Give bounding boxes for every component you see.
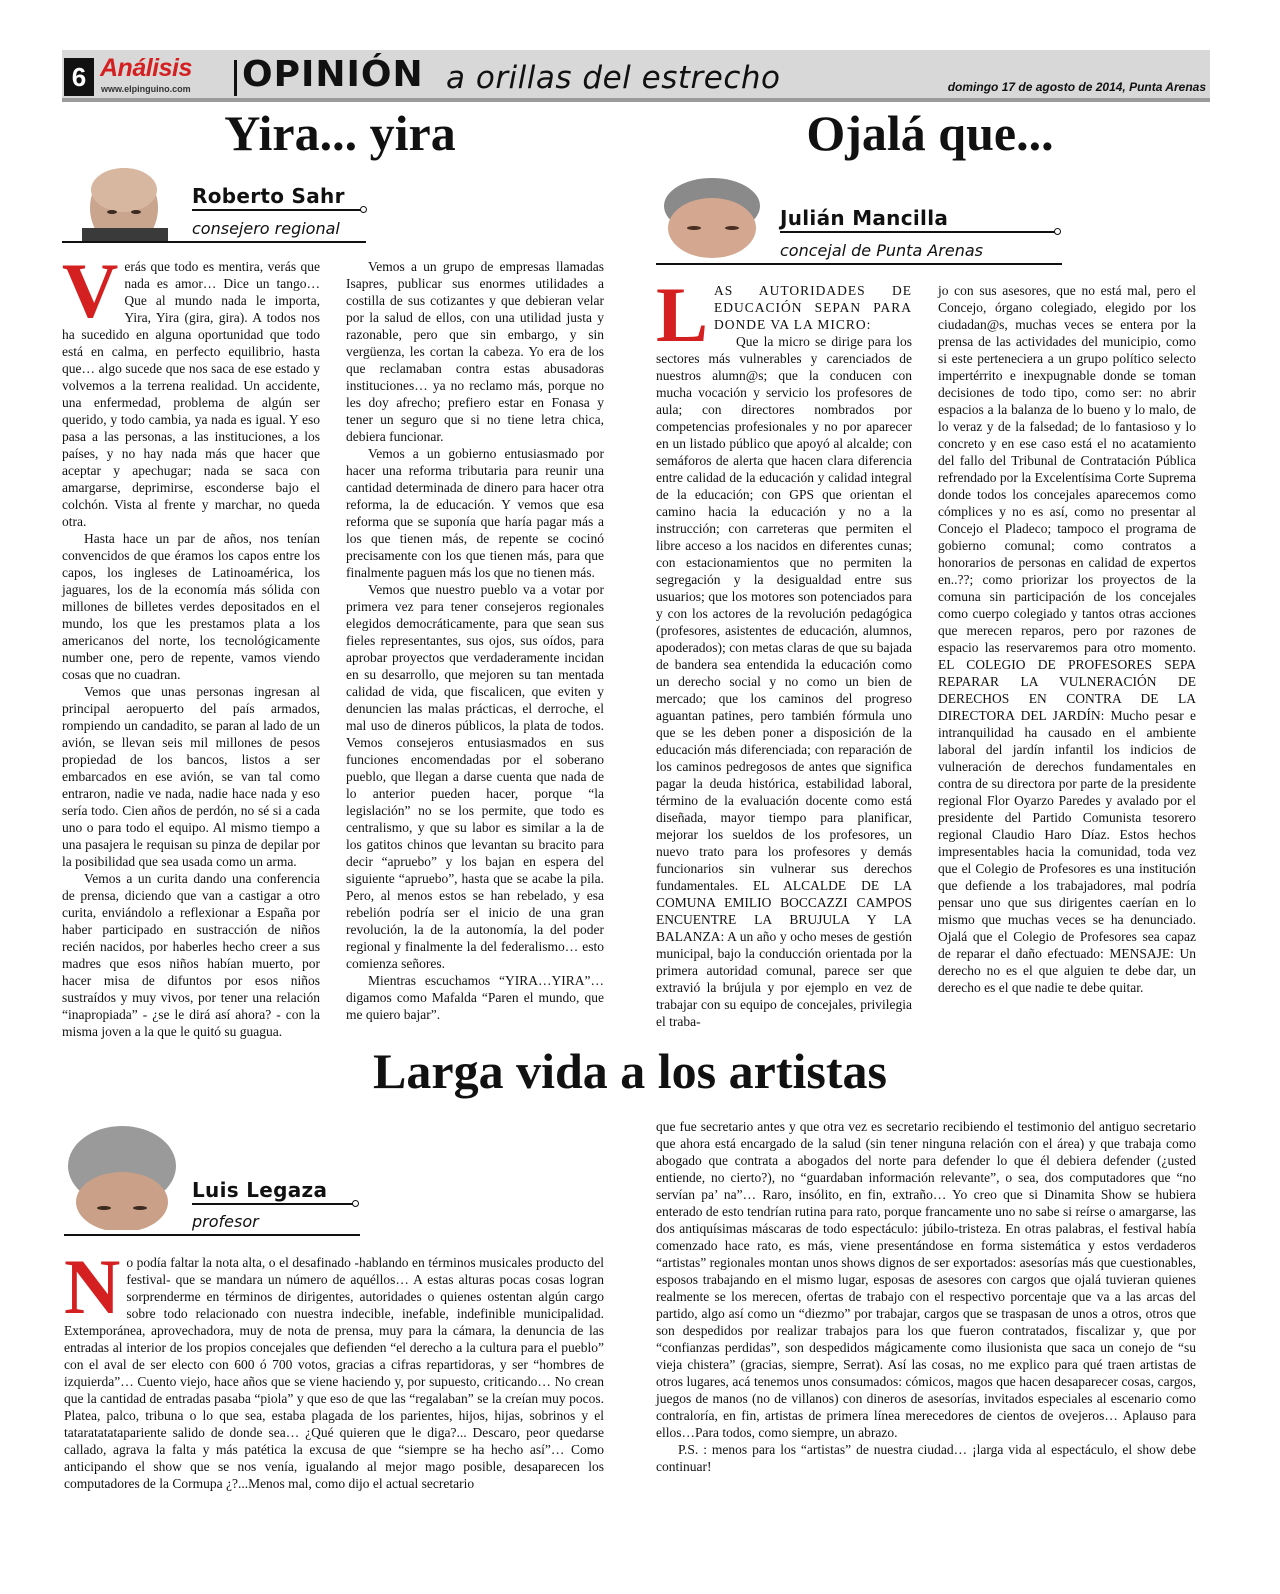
author-bottom-rule [62,241,366,243]
article-column [938,282,1196,996]
author-bottom-rule [64,1234,360,1236]
paragraph: Que la micro se dirige para los sectores más vulnerables y carenciados de nuestros alumn@s; que la conducen con mucha vocación y servicio los profesores de aula; con directores nombrados por competencias profesionales y no por aparecer en un listado público que apoyó al alcalde; con semáforos de alerta que hacen clara diferencia entre calidad de la educación y calidad integral de la educación; con GPS que orientan el camino hacia la educación y no a la instrucción; con carreteras que permiten el libre acceso a los nacidos en diferentes cunas; con estacionamientos que no permiten la segregación y la desigualdad entre sus usuarios; que los motores son potenciados para y con los actores de la revolución pedagógica (profesores, asistentes de educación, alumnos, apoderados); con metas claras de que su bajada de bandera sea entendida la educación como un derecho social y no como un bien de mercado; que los caminos del progreso aguantan patines, pero también fórmula uno que se les deben poner a disposición de la educación más diferenciada; con reparación de los caminos pedregosos de antes que significa pagar la deuda histórica, estabilidad laboral, término de la evaluación docente como está diseñada, mayor tiempo para planificar, mejorar los sueldos de los profesores, un nuevo trato para los profesores y demás funcionarios sin vulnerar sus derechos fundamentales. EL ALCALDE DE LA COMUNA EMILIO BOCCAZZI CAMPOS ENCUENTRE LA BRUJULA Y LA BALANZA: A un año y ocho meses de gestión municipal, bajo la conducción orientada por la primera autoridad comunal, parece ser que extravió la brújula y por ejemplo en vez de trabajar con su equipo de concejales, privilegia el traba- [656,334,912,1029]
issue-date: domingo 17 de agosto de 2014, Punta Arenas [947,80,1206,94]
paragraph: erás que todo es mentira, verás que nada es amor… Dice un tango… Que al mundo nada le importa, Yira, Yira (gira, gira). A todos nos ha sucedido en alguna oportunidad que todo está en calma, en perfecto equilibrio, hasta que… algo sucede que nos saca de ese estado y volvemos a la terrena realidad. Un accidente, una enfermedad, problema de algún ser querido, y todo cambia, ya nada es igual. Y eso pasa a las personas, a las instituciones, a los países, y no hay nada más que hacer que aceptar y apechugar; nada se saca con amargarse, deprimirse, esconderse bajo el colchón. Vista al frente y marchar, no queda otra. [62,259,320,529]
rule-dot [352,1200,359,1207]
lead-heading: AS AUTORIDADES DE EDUCACIÓN SEPAN PARA DONDE VA LA MICRO: [714,283,912,332]
author-name: Roberto Sahr [192,184,345,208]
author-rule [192,1203,356,1205]
author-rule [192,209,364,211]
paragraph: Hasta hace un par de años, nos tenían convencidos de que éramos los capos entre los capos, los ingleses de Latinoamérica, los jaguares, los de la economía más sólida con millones de billetes verdes depositados en el mundo, los que les prestamos plata a los americanos del norte, los tecnológicamente number one, pero de repente, vamos viendo cosas que no cuadran. [62,531,320,682]
rule-dot [1054,228,1061,235]
paragraph: Vemos que nuestro pueblo va a votar por primera vez para tener consejeros regionales elegidos democráticamente, para que sean sus fieles representantes, sus ojos, sus oídos, para aprobar proyectos que verdaderamente incidan en su desarrollo, que mejoren su tan mentada calidad de vida, que fiscalicen, que eviten y denuncien las malas prácticas, el derroche, el mal uso de dineros públicos, la plata de todos. Vemos consejeros entusiasmados en sus funciones encomendadas por el soberano pueblo, que llegan a darse cuenta que nada de lo anterior pueden hacer, porque “la legislación” no se los permite, que todo es centralismo, y que su labor es similar a la de los gatitos chinos que levantan su bracito para decir “apruebo” y los bajan en espera del siguiente “apruebo”, hasta que se acabe la pila. Pero, al menos estos se han rebelado, y esa rebelión podría ser el inicio de una gran revolución, la de la autonomía, la del poder regional y finalmente la del federalismo… esto comienza señores. [346,582,604,971]
author-name: Luis Legaza [192,1178,328,1202]
author-role: profesor [192,1212,259,1231]
paragraph: Mientras escuchamos “YIRA…YIRA”… digamos como Mafalda “Paren el mundo, que me quiero bajar”. [346,973,604,1022]
header-rule [62,98,1210,102]
author-bottom-rule [656,263,1062,265]
paragraph: o podía faltar la nota alta, o el desafinado -hablando en términos musicales producto del festival- que se mandara un número de aquéllos… A estas alturas pocas cosas logran sorprenderme en términos de dirigentes, autoridades o quienes ostentan algún cargo sobre todo relacionado con nuestra indecible, inefable, indefinible municipalidad. Extemporánea, aprovechadora, muy de nota de prensa, muy para la cámara, la denuncia de las entradas al interior de los propios concejales que defienden “el derecho a la cultura para el pueblo” con el aval de ser electo con 600 ó 700 votos, gracias a cifras repartidoras, y ser “hombres de izquierda”… Cuento viejo, hace años que se viene haciendo y, por supuesto, criticando… No crean que la cantidad de entradas pasaba “piola” y que eso de que las “regalaban” se la creían muy pocos. Platea, palco, tribuna o lo que sea, estaba plagada de los parientes, hijos, hijas, sobrinos y el tataratatatapariente salido de donde sea… ¿Qué quieren que le diga?... Descaro, peor quedarse callado, agrava la falta y más patética la excusa de que “siempre se ha hecho así”… Como anticipando el show que se nos venía, igualando al mejor mago posible, desaparecen los computadores de la Cormupa ¿?...Menos mal, como dijo el actual secretario [64,1255,604,1491]
drop-cap: V [62,247,119,334]
article-column [656,1118,1196,1475]
article-column [656,271,912,1030]
paragraph: Vemos a un curita dando una conferencia de prensa, diciendo que van a castigar a otro curita, enviándolo a reflexionar a España por haber participado en sustracción de niños recién nacidos, por haberles hecho creer a sus madres que esos niños habían muerto, por hacer misa de difuntos por esos niños sustraídos y muy vivos, por tener una relación “inapropiada” - ¿se le dirá así ahora? - con la misma joven a la que le quitó su guagua. [62,871,320,1039]
paragraph: jo con sus asesores, que no está mal, pero el Concejo, órgano colegiado, elegido por los ciudadan@s, muchas veces se entera por la prensa de las actividades del municipio, como si este perteneciera a un grupo político selecto impertérrito e inexpugnable donde se toman decisiones de todo tipo, como ser: no abrir espacios a la balanza de lo bueno y lo malo, de lo veraz y de la falsedad; de lo fantasioso y lo concreto y en ese caso está el no acatamiento del fallo del Tribunal de Contratación Pública refrendado por la Excelentísima Corte Suprema donde todos los concejales aparecemos como cómplices y no es así, como no presentar al Concejo el Pladeco; tampoco el programa de gobierno comunal; como contratos a honorarios de personas en calidad de expertos en..??; como priorizar los proyectos de la comuna sin participación de los concejales como cuerpo colegiado y tantos otras acciones que merecen reparos, pero por razones de espacio las reservaremos para otro momento. EL COLEGIO DE PROFESORES SEPA REPARAR LA VULNERACIÓN DE DERECHOS EN CONTRA DE LA DIRECTORA DEL JARDÍN: Mucho pesar e intranquilidad ha causado en el ambiente laboral del jardín infantil los indicios de vulneración de derechos fundamentales en contra de su directora por parte de la presidente regional Flor Oyarzo Paredes y avalado por el presidente del Partido Comunista tesorero regional Claudio Haro Díaz. Estos hechos impresentables hacia la comunidad, toda vez que el Colegio de Profesores es una institución que defiende a los trabajadores, mal podría pensar uno que sus dirigentes caerían en lo mismo que muchas veces se ha denunciado. Ojalá que el Colegio de Profesores sea capaz de reparar el daño efectuado: MENSAJE: Un derecho no es el que alguien te debe dar, un derecho es el que nadie te debe quitar. [938,283,1196,995]
article-title: Yira... yira [224,105,456,161]
article-title: Larga vida a los artistas [373,1043,887,1099]
paragraph: Vemos a un grupo de empresas llamadas Isapres, publicar sus enormes utilidades a costilla de sus cotizantes y que debieran velar por la salud de ellos, con una utilidad justa y razonable, pero que sin embargo, y sin vergüenza, les cortan la cabeza. Yo era de los que reclamaban contra estas abusadoras instituciones… ya no reclamo más, porque no les doy afrecho; prefiero estar en Fonasa y tener un seguro que si no tiene letra chica, debiera funcionar. [346,259,604,444]
paragraph: P.S. : menos para los “artistas” de nuestra ciudad… ¡larga vida al espectáculo, el show debe continuar! [656,1442,1196,1474]
author-portrait-icon [62,168,180,242]
header-divider [234,60,237,96]
page-number: 6 [64,58,94,96]
author-role: concejal de Punta Arenas [780,241,983,260]
paragraph: que fue secretario antes y que otra vez es secretario recibiendo el testimonio del antiguo secretario que ahora está encargado de la salud (sin tener ninguna relación con el área) y que trabaja como abogado que contrata a abogados del norte para defender lo que él debiera defender (¿usted entiende, no cierto?), no “guardaban información relevante”, o sea, dos computadores que “no servían pa’ na”… Raro, insólito, en fin, extraño… Yo creo que si Dinamita Show se hubiera enterado de esto tendrían rutina para rato, porque francamente uno no sabe si reírse o amargarse, las dos antiquísimas máscaras de todo espectáculo: júbilo-tristeza. En otras palabras, el festival había comenzado hace rato, es más, viene presentándose en forma sistemática y estos verdaderos “artistas” regionales montan unos shows dignos de ser exportados: asesorías más que cuestionables, esposos trabajando en el mismo lugar, esposas de asesores con cargos que ojalá tuvieran quienes realmente se los merecen, ofertas de trabajo con el respectivo porcentaje que va a las arcas del partido, algo así como un “diezmo” por trabajar, cargos que se traspasan de unos a otros, otros que son despedidos por realizar trabajos para los que fueron contratados, fiscalizar y, que por “confianzas perdidas”, son despedidos mágicamente como ilusionista que saca un conejo de “su vieja chistera” (gracias, siempre, Serrat). Así las cosas, no me explico para qué traen artistas de otros lugares, acá tenemos unos consumados: cómicos, magos que hacen desaparecer cosas, cargos, juegos de manos (no de villanos) con dineros de asesorías, invitados especiales al escenario como contraloría, en fin, artistas de primera línea merecedores de cientos de ovejeros… Aplauso para ellos…Para todos, como siempre, un abrazo. [656,1119,1196,1440]
author-portrait-icon [656,176,770,260]
newspaper-url: www.elpinguino.com [101,84,191,94]
paragraph: Vemos que unas personas ingresan al principal aeropuerto del país armados, rompiendo un candadito, se paran al lado de un avión, se llevan seis mil millones de pesos propiedad de los bancos, listos a ser embarcados en ese avión, se van tal como entraron, nadie ve nada, nadie hace nada y eso sería todo. Cien años de perdón, no sé si a cada uno o para todo el equipo. Al mismo tiempo a una pasajera le requisan su pinza de depilar por la posibilidad que sea usada como un arma. [62,684,320,869]
rule-dot [360,206,367,213]
article-column [62,247,320,1040]
article-column [64,1243,604,1492]
drop-cap: L [656,271,709,358]
section-title: OPINIÓN [242,54,424,95]
author-photo [656,176,770,260]
author-photo [62,168,180,242]
author-role: consejero regional [192,219,340,238]
paragraph: Vemos a un gobierno entusiasmado por hacer una reforma tributaria para reunir una cantidad determinada de dinero para hacer otra reforma, la de educación. Y vemos que esa reforma que se suponía que haría pagar más a los que tienen más, de repente se cocinó precisamente con los que tienen más, para que finalmente paguen más los que no tienen más. [346,446,604,580]
author-photo [64,1124,180,1230]
author-rule [780,231,1058,233]
author-name: Julián Mancilla [780,206,949,230]
newspaper-logo: Análisis [100,54,192,82]
section-subtitle: a orillas del estrecho [446,60,781,96]
article-title: Ojalá que... [806,105,1054,161]
drop-cap: N [64,1243,121,1330]
article-column [346,258,604,1023]
author-portrait-icon [64,1124,180,1230]
